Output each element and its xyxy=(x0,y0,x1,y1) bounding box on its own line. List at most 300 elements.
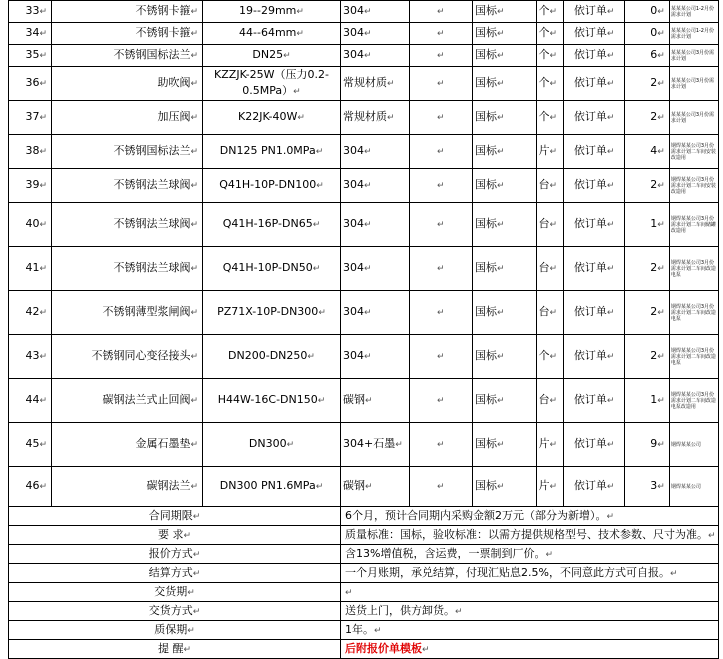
cell-standard-text: 国标 xyxy=(475,217,498,230)
cell-standard-text: 国标 xyxy=(475,110,498,123)
cell-unit-text: 个 xyxy=(538,48,550,61)
cell-unit-text: 个 xyxy=(538,110,550,123)
cell-blank xyxy=(409,247,472,291)
cell-standard xyxy=(473,379,536,423)
cell-spec xyxy=(203,247,341,291)
cell-no xyxy=(9,291,52,335)
cell-no-text: 44 xyxy=(25,393,40,406)
cell-note-text: 某某某公司3月份需求计划 xyxy=(670,111,714,124)
cell-note xyxy=(669,467,718,507)
paragraph-mark: ↵ xyxy=(657,308,665,318)
paragraph-mark: ↵ xyxy=(190,181,198,191)
cell-no xyxy=(9,423,52,467)
paragraph-mark: ↵ xyxy=(657,51,665,61)
cell-blank xyxy=(409,101,472,135)
cell-blank xyxy=(409,1,472,23)
cell-qty xyxy=(625,67,669,101)
cell-note xyxy=(669,247,718,291)
paragraph-mark: ↵ xyxy=(549,147,558,157)
cell-spec xyxy=(203,291,341,335)
paragraph-mark: ↵ xyxy=(296,29,304,39)
cell-note-text: 钢焊某某公司3月份需求计划二车间安装改造用 xyxy=(670,142,716,161)
term-label xyxy=(9,545,341,564)
paragraph-mark: ↵ xyxy=(190,113,198,123)
term-value-text: 含13%增值税，含运费，一票制到厂价。 xyxy=(345,546,546,560)
term-value-text: 后附报价单模板 xyxy=(345,641,422,655)
cell-name-text: 不锈钢法兰球阀 xyxy=(113,178,191,191)
cell-standard-text: 国标 xyxy=(475,48,498,61)
cell-name-text: 助吹阀 xyxy=(157,76,191,89)
cell-standard-text: 国标 xyxy=(475,349,498,362)
paragraph-mark: ↵ xyxy=(549,482,558,492)
term-label-text: 提 醒 xyxy=(157,641,184,655)
cell-order xyxy=(564,1,625,23)
cell-note-text: 某某某公司1-2月份需求计划 xyxy=(670,27,714,40)
paragraph-mark: ↵ xyxy=(192,568,201,579)
cell-no-text: 34 xyxy=(25,26,40,39)
term-label-text: 交货期 xyxy=(154,584,188,598)
cell-no xyxy=(9,1,52,23)
cell-note-text: 某某某公司1-2月份需求计划 xyxy=(670,5,714,18)
cell-material-text: 304 xyxy=(343,178,364,191)
cell-standard-text: 国标 xyxy=(475,261,498,274)
cell-order-text: 依订单 xyxy=(573,26,607,39)
terms-row xyxy=(9,621,719,640)
cell-name xyxy=(52,335,203,379)
terms-row xyxy=(9,507,719,526)
cell-qty xyxy=(625,247,669,291)
cell-material xyxy=(341,23,410,45)
cell-no-text: 45 xyxy=(25,437,40,450)
cell-spec xyxy=(203,203,341,247)
paragraph-mark: ↵ xyxy=(190,51,198,61)
paragraph-mark: ↵ xyxy=(364,181,372,191)
cell-spec-text: 44--64mm xyxy=(239,26,297,39)
paragraph-mark: ↵ xyxy=(606,482,615,492)
cell-qty xyxy=(625,1,669,23)
paragraph-mark: ↵ xyxy=(549,352,558,362)
term-value-text: 6个月，预计合同期内采购金额2万元（部分为新增）。 xyxy=(345,508,607,522)
cell-name xyxy=(52,101,203,135)
paragraph-mark: ↵ xyxy=(657,396,665,406)
cell-order xyxy=(564,335,625,379)
paragraph-mark: ↵ xyxy=(497,220,505,230)
cell-name-text: 不锈钢国标法兰 xyxy=(113,48,191,61)
terms-row xyxy=(9,602,719,621)
paragraph-mark: ↵ xyxy=(364,147,372,157)
paragraph-mark: ↵ xyxy=(497,29,505,39)
paragraph-mark: ↵ xyxy=(549,440,558,450)
paragraph-mark: ↵ xyxy=(497,181,505,191)
cell-order-text: 依订单 xyxy=(573,393,607,406)
cell-material-text: 304 xyxy=(343,4,364,17)
cell-material-text: 常规材质 xyxy=(343,110,387,123)
cell-no xyxy=(9,45,52,67)
cell-material xyxy=(341,467,410,507)
cell-standard xyxy=(473,1,536,23)
cell-qty-text: 2 xyxy=(650,261,658,274)
cell-unit-text: 片 xyxy=(538,144,550,157)
term-value xyxy=(341,507,719,526)
cell-qty-text: 1 xyxy=(650,217,658,230)
paragraph-mark: ↵ xyxy=(657,147,665,157)
cell-unit xyxy=(536,423,564,467)
cell-material xyxy=(341,379,410,423)
cell-order xyxy=(564,67,625,101)
cell-spec-text: DN300 PN1.6MPa xyxy=(219,479,316,492)
paragraph-mark: ↵ xyxy=(437,396,445,406)
paragraph-mark: ↵ xyxy=(549,7,558,17)
paragraph-mark: ↵ xyxy=(606,308,615,318)
cell-material-text: 304 xyxy=(343,349,364,362)
cell-order xyxy=(564,101,625,135)
cell-unit-text: 台 xyxy=(538,261,550,274)
cell-note xyxy=(669,135,718,169)
cell-blank xyxy=(409,169,472,203)
cell-spec xyxy=(203,1,341,23)
paragraph-mark: ↵ xyxy=(190,440,198,450)
cell-unit xyxy=(536,135,564,169)
term-value xyxy=(341,640,719,659)
paragraph-mark: ↵ xyxy=(39,29,47,39)
table-row xyxy=(9,467,719,507)
cell-unit xyxy=(536,1,564,23)
quote-table xyxy=(8,0,719,659)
table-row xyxy=(9,379,719,423)
cell-no-text: 39 xyxy=(25,178,40,191)
cell-qty xyxy=(625,169,669,203)
cell-no xyxy=(9,203,52,247)
cell-note-text: 某某某公司3月份需求计划 xyxy=(670,49,714,62)
cell-material xyxy=(341,335,410,379)
cell-order-text: 依订单 xyxy=(573,479,607,492)
cell-qty-text: 0 xyxy=(650,4,658,17)
cell-qty xyxy=(625,101,669,135)
cell-no xyxy=(9,247,52,291)
paragraph-mark: ↵ xyxy=(497,396,505,406)
paragraph-mark: ↵ xyxy=(39,51,47,61)
terms-row xyxy=(9,545,719,564)
paragraph-mark: ↵ xyxy=(437,482,445,492)
paragraph-mark: ↵ xyxy=(39,220,47,230)
term-value xyxy=(341,545,719,564)
cell-spec-text: DN125 PN1.0MPa xyxy=(219,144,316,157)
paragraph-mark: ↵ xyxy=(657,7,665,17)
cell-blank xyxy=(409,335,472,379)
paragraph-mark: ↵ xyxy=(192,511,201,522)
term-label-text: 报价方式 xyxy=(148,546,193,560)
cell-no-text: 36 xyxy=(25,76,40,89)
cell-order-text: 依订单 xyxy=(573,76,607,89)
paragraph-mark: ↵ xyxy=(437,113,445,123)
cell-qty xyxy=(625,203,669,247)
cell-unit xyxy=(536,247,564,291)
cell-unit-text: 片 xyxy=(538,437,550,450)
paragraph-mark: ↵ xyxy=(657,181,665,191)
cell-order-text: 依订单 xyxy=(573,4,607,17)
paragraph-mark: ↵ xyxy=(296,7,304,17)
paragraph-mark: ↵ xyxy=(190,352,198,362)
cell-name-text: 碳钢法兰 xyxy=(146,479,191,492)
cell-unit xyxy=(536,291,564,335)
cell-name-text: 碳钢法兰式止回阀 xyxy=(102,393,191,406)
term-value-text: 质量标准：国标，验收标准：以需方提供规格型号、技术参数、尺寸为准。 xyxy=(345,527,708,541)
paragraph-mark: ↵ xyxy=(606,396,615,406)
paragraph-mark: ↵ xyxy=(549,79,558,89)
paragraph-mark: ↵ xyxy=(497,113,505,123)
paragraph-mark: ↵ xyxy=(545,549,553,560)
cell-standard-text: 国标 xyxy=(475,26,498,39)
cell-unit xyxy=(536,67,564,101)
cell-note xyxy=(669,291,718,335)
cell-order-text: 依订单 xyxy=(573,349,607,362)
table-row xyxy=(9,335,719,379)
term-label xyxy=(9,621,341,640)
paragraph-mark: ↵ xyxy=(497,51,505,61)
cell-order xyxy=(564,203,625,247)
cell-name-text: 不锈钢卡箍 xyxy=(135,4,191,17)
cell-no xyxy=(9,101,52,135)
cell-order-text: 依订单 xyxy=(573,178,607,191)
paragraph-mark: ↵ xyxy=(39,264,47,274)
paragraph-mark: ↵ xyxy=(39,79,47,89)
cell-order xyxy=(564,291,625,335)
paragraph-mark: ↵ xyxy=(190,7,198,17)
cell-standard xyxy=(473,335,536,379)
paragraph-mark: ↵ xyxy=(437,29,445,39)
cell-blank xyxy=(409,423,472,467)
paragraph-mark: ↵ xyxy=(190,79,198,89)
cell-standard-text: 国标 xyxy=(475,144,498,157)
term-label xyxy=(9,507,341,526)
paragraph-mark: ↵ xyxy=(312,220,321,230)
cell-standard xyxy=(473,101,536,135)
cell-unit xyxy=(536,335,564,379)
paragraph-mark: ↵ xyxy=(549,264,558,274)
cell-spec-text: PZ71X-10P-DN300 xyxy=(217,305,319,318)
paragraph-mark: ↵ xyxy=(606,264,615,274)
terms-row xyxy=(9,564,719,583)
paragraph-mark: ↵ xyxy=(39,440,47,450)
cell-unit xyxy=(536,101,564,135)
cell-material xyxy=(341,67,410,101)
cell-standard xyxy=(473,23,536,45)
cell-spec-text: DN300 xyxy=(248,437,287,450)
cell-spec xyxy=(203,423,341,467)
cell-material xyxy=(341,101,410,135)
cell-note xyxy=(669,423,718,467)
cell-unit-text: 个 xyxy=(538,76,550,89)
paragraph-mark: ↵ xyxy=(437,181,445,191)
cell-blank xyxy=(409,467,472,507)
cell-material xyxy=(341,169,410,203)
paragraph-mark: ↵ xyxy=(455,606,463,617)
cell-unit-text: 片 xyxy=(538,479,550,492)
term-value-text: 送货上门，供方卸货。 xyxy=(345,603,455,617)
cell-note-text: 钢焊某某公司3月份需求计划二车间改造电泵 xyxy=(670,303,716,322)
cell-note xyxy=(669,335,718,379)
paragraph-mark: ↵ xyxy=(316,181,324,191)
paragraph-mark: ↵ xyxy=(606,440,615,450)
paragraph-mark: ↵ xyxy=(497,7,505,17)
cell-spec-text: K22JK-40W xyxy=(238,110,298,123)
paragraph-mark: ↵ xyxy=(606,29,615,39)
cell-standard xyxy=(473,135,536,169)
cell-spec-text: KZZJK-25W（压力0.2-0.5MPa） xyxy=(214,68,329,97)
cell-qty-text: 1 xyxy=(650,393,658,406)
cell-spec xyxy=(203,67,341,101)
paragraph-mark: ↵ xyxy=(657,264,665,274)
paragraph-mark: ↵ xyxy=(606,113,615,123)
cell-name xyxy=(52,67,203,101)
cell-spec-text: DN200-DN250 xyxy=(228,349,308,362)
cell-spec-text: Q41H-10P-DN100 xyxy=(219,178,317,191)
cell-name xyxy=(52,291,203,335)
cell-no-text: 42 xyxy=(25,305,40,318)
cell-unit xyxy=(536,45,564,67)
cell-spec-text: Q41H-10P-DN50 xyxy=(222,261,313,274)
paragraph-mark: ↵ xyxy=(497,308,505,318)
cell-material-text: 304 xyxy=(343,26,364,39)
cell-name xyxy=(52,135,203,169)
paragraph-mark: ↵ xyxy=(190,482,198,492)
paragraph-mark: ↵ xyxy=(549,29,558,39)
paragraph-mark: ↵ xyxy=(657,440,665,450)
cell-material xyxy=(341,423,410,467)
paragraph-mark: ↵ xyxy=(183,530,192,541)
cell-blank xyxy=(409,45,472,67)
paragraph-mark: ↵ xyxy=(387,113,395,123)
cell-standard-text: 国标 xyxy=(475,479,498,492)
cell-name-text: 不锈钢薄型浆闸阀 xyxy=(102,305,191,318)
cell-no xyxy=(9,335,52,379)
cell-order xyxy=(564,45,625,67)
cell-name-text: 不锈钢法兰球阀 xyxy=(113,217,191,230)
cell-qty-text: 3 xyxy=(650,479,658,492)
table-row xyxy=(9,247,719,291)
cell-unit xyxy=(536,203,564,247)
paragraph-mark: ↵ xyxy=(39,7,47,17)
cell-order xyxy=(564,379,625,423)
term-value xyxy=(341,564,719,583)
cell-note xyxy=(669,379,718,423)
paragraph-mark: ↵ xyxy=(190,308,198,318)
cell-no-text: 41 xyxy=(25,261,40,274)
paragraph-mark: ↵ xyxy=(437,7,445,17)
cell-qty xyxy=(625,45,669,67)
cell-qty-text: 2 xyxy=(650,178,658,191)
paragraph-mark: ↵ xyxy=(190,220,198,230)
paragraph-mark: ↵ xyxy=(549,51,558,61)
cell-standard xyxy=(473,203,536,247)
cell-no-text: 33 xyxy=(25,4,40,17)
cell-order-text: 依订单 xyxy=(573,217,607,230)
cell-blank xyxy=(409,67,472,101)
cell-qty xyxy=(625,135,669,169)
terms-row xyxy=(9,640,719,659)
cell-qty xyxy=(625,423,669,467)
paragraph-mark: ↵ xyxy=(549,113,558,123)
cell-qty-text: 6 xyxy=(650,48,658,61)
cell-no xyxy=(9,467,52,507)
table-row xyxy=(9,203,719,247)
cell-spec xyxy=(203,135,341,169)
cell-note xyxy=(669,169,718,203)
paragraph-mark: ↵ xyxy=(606,352,615,362)
cell-order-text: 依订单 xyxy=(573,144,607,157)
cell-spec xyxy=(203,335,341,379)
paragraph-mark: ↵ xyxy=(39,113,47,123)
term-value-text: 一个月账期，承兑结算，付现汇贴息2.5%，不同意此方式可自报。 xyxy=(345,565,670,579)
cell-spec xyxy=(203,45,341,67)
table-row xyxy=(9,169,719,203)
cell-unit-text: 台 xyxy=(538,393,550,406)
term-label xyxy=(9,583,341,602)
cell-qty-text: 2 xyxy=(650,349,658,362)
cell-no xyxy=(9,67,52,101)
paragraph-mark: ↵ xyxy=(497,79,505,89)
paragraph-mark: ↵ xyxy=(437,79,445,89)
cell-no xyxy=(9,135,52,169)
cell-note xyxy=(669,45,718,67)
cell-unit xyxy=(536,379,564,423)
cell-note-text: 钢焊某某公司3月份需求计划二车间改造电泵 xyxy=(670,259,716,278)
paragraph-mark: ↵ xyxy=(374,625,382,636)
cell-standard xyxy=(473,169,536,203)
cell-unit xyxy=(536,169,564,203)
cell-standard xyxy=(473,467,536,507)
cell-name-text: 不锈钢法兰球阀 xyxy=(113,261,191,274)
paragraph-mark: ↵ xyxy=(549,181,558,191)
cell-material-text: 304+石墨 xyxy=(343,437,396,450)
cell-no xyxy=(9,23,52,45)
paragraph-mark: ↵ xyxy=(187,587,195,598)
cell-unit-text: 台 xyxy=(538,305,550,318)
cell-qty xyxy=(625,291,669,335)
cell-note xyxy=(669,67,718,101)
cell-material xyxy=(341,247,410,291)
cell-order xyxy=(564,423,625,467)
paragraph-mark: ↵ xyxy=(657,29,665,39)
cell-qty-text: 2 xyxy=(650,110,658,123)
paragraph-mark: ↵ xyxy=(395,440,403,450)
cell-name xyxy=(52,1,203,23)
paragraph-mark: ↵ xyxy=(283,51,291,61)
cell-no-text: 35 xyxy=(25,48,40,61)
paragraph-mark: ↵ xyxy=(657,113,665,123)
paragraph-mark: ↵ xyxy=(657,482,665,492)
cell-order xyxy=(564,23,625,45)
paragraph-mark: ↵ xyxy=(312,264,321,274)
term-label xyxy=(9,526,341,545)
paragraph-mark: ↵ xyxy=(606,147,615,157)
paragraph-mark: ↵ xyxy=(657,79,665,89)
terms-row xyxy=(9,583,719,602)
paragraph-mark: ↵ xyxy=(183,644,192,655)
term-label xyxy=(9,640,341,659)
term-label xyxy=(9,564,341,583)
term-value xyxy=(341,583,719,602)
cell-material xyxy=(341,291,410,335)
cell-unit xyxy=(536,23,564,45)
paragraph-mark: ↵ xyxy=(364,264,372,274)
cell-order-text: 依订单 xyxy=(573,110,607,123)
cell-name xyxy=(52,247,203,291)
cell-qty-text: 0 xyxy=(650,26,658,39)
cell-standard-text: 国标 xyxy=(475,393,498,406)
paragraph-mark: ↵ xyxy=(364,29,372,39)
cell-qty xyxy=(625,335,669,379)
